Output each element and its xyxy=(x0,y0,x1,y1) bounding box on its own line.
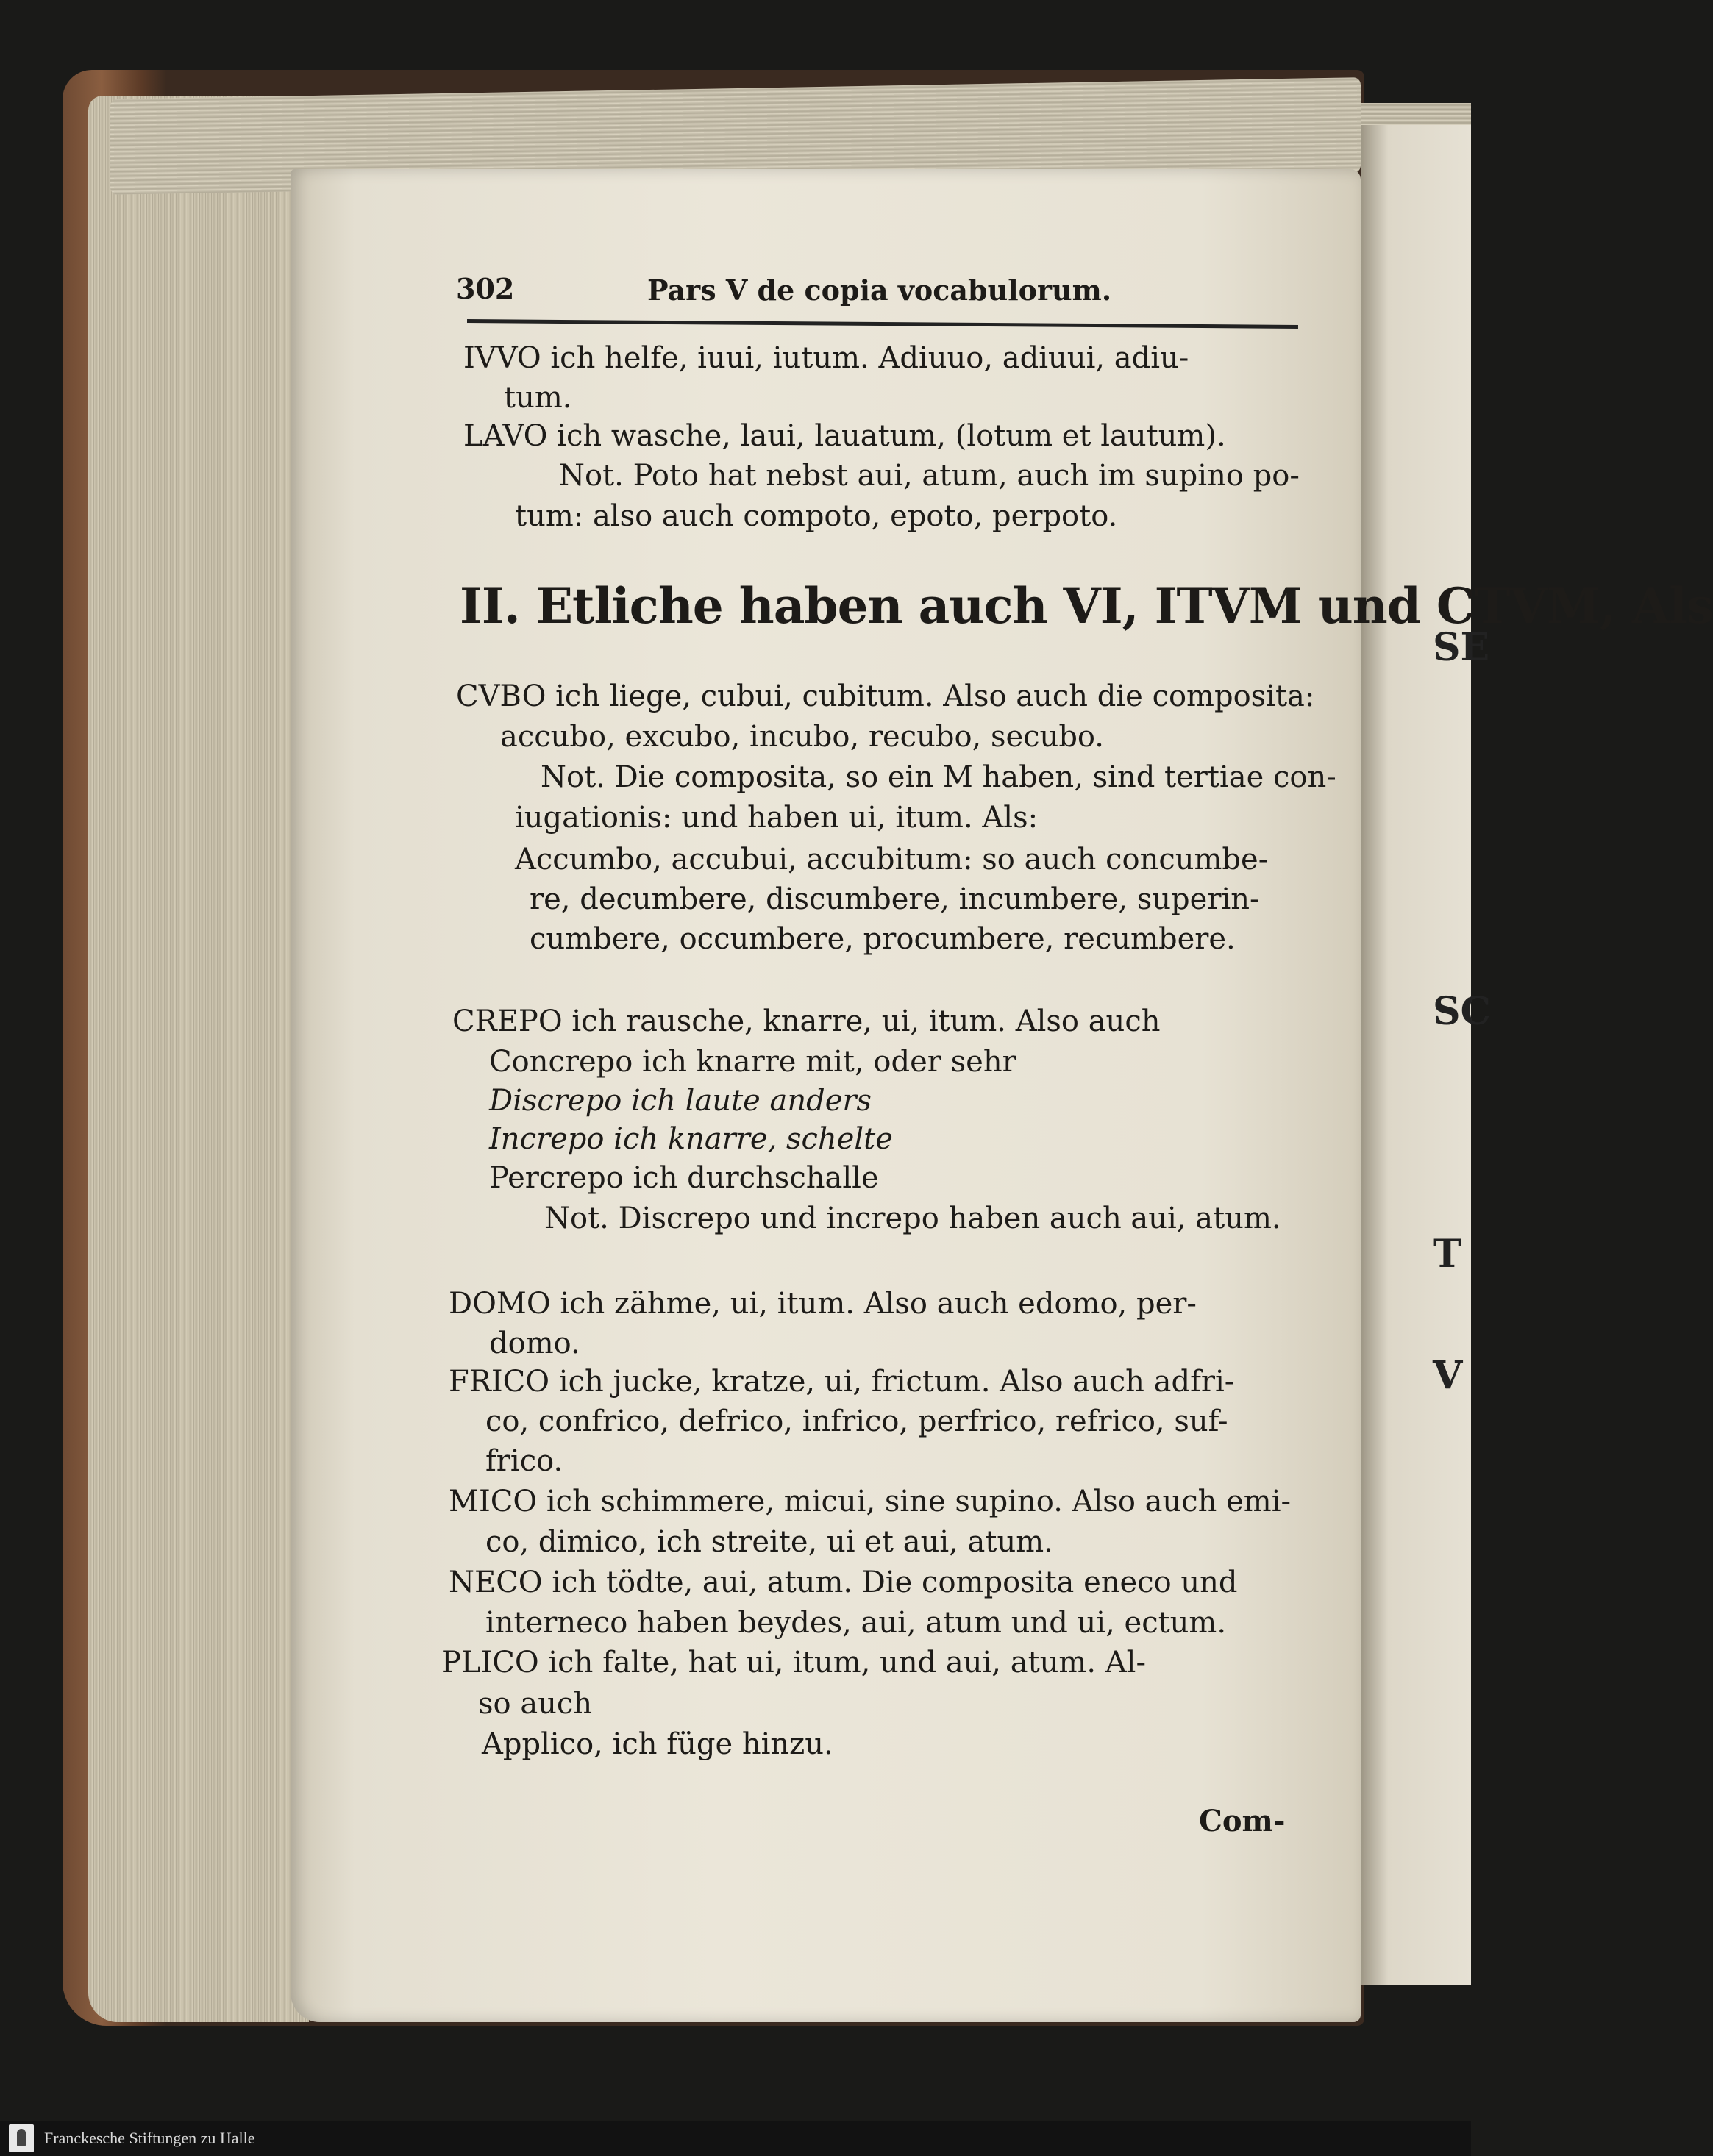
footer-caption: Franckesche Stiftungen zu Halle xyxy=(44,2129,255,2147)
text-line: LAVO ich wasche, laui, lauatum, (lotum et lautum). xyxy=(463,419,1226,453)
text-line: MICO ich schimmere, micui, sine supino. Also auch emi- xyxy=(449,1485,1292,1518)
text-line: NECO ich tödte, aui, atum. Die composita eneco und xyxy=(449,1566,1238,1599)
text-line: FRICO ich jucke, kratze, ui, frictum. Also auch adfri- xyxy=(449,1365,1235,1399)
text-line: domo. xyxy=(489,1327,580,1360)
text-line: iugationis: und haben ui, itum. Als: xyxy=(515,801,1039,835)
text-line: Accumbo, accubui, accubitum: so auch concumbe- xyxy=(515,843,1269,877)
text-line: accubo, excubo, incubo, recubo, secubo. xyxy=(500,720,1105,754)
institution-logo-icon xyxy=(9,2124,34,2152)
facing-page-fragment: SC xyxy=(1433,989,1491,1034)
text-line: so auch xyxy=(478,1687,593,1721)
text-line: CVBO ich liege, cubui, cubitum. Also auch die composita: xyxy=(456,679,1315,713)
facing-page-fragment: T xyxy=(1433,1232,1461,1277)
page-number: 302 xyxy=(456,272,515,305)
text-line: re, decumbere, discumbere, incumbere, superin- xyxy=(530,882,1260,916)
text-line: Increpo ich knarre, schelte xyxy=(489,1122,893,1156)
running-title: Pars V de copia vocabulorum. xyxy=(647,274,1112,307)
text-line: co, dimico, ich streite, ui et aui, atum. xyxy=(485,1525,1053,1559)
section-heading: II. Etliche haben auch VI, ITVM und CTVM, Als xyxy=(460,577,1713,635)
footer-bar xyxy=(0,2121,1471,2156)
facing-page-fragment: SE xyxy=(1433,625,1490,670)
text-line: Not. Die composita, so ein M haben, sind tertiae con- xyxy=(541,760,1336,794)
text-line: Not. Discrepo und increpo haben auch aui, atum. xyxy=(544,1202,1281,1235)
text-line: Applico, ich füge hinzu. xyxy=(482,1727,833,1761)
text-line: tum. xyxy=(504,381,572,415)
text-line: CREPO ich rausche, knarre, ui, itum. Also auch xyxy=(452,1004,1161,1038)
text-line: tum: also auch compoto, epoto, perpoto. xyxy=(515,499,1118,533)
facing-page xyxy=(1361,125,1471,1985)
facing-page-fragment: V xyxy=(1433,1353,1463,1398)
catchword: Com- xyxy=(1199,1804,1286,1838)
text-line: frico. xyxy=(485,1444,563,1478)
text-line: DOMO ich zähme, ui, itum. Also auch edomo, per- xyxy=(449,1287,1197,1321)
page-stack-left xyxy=(88,96,309,2022)
text-line: cumbere, occumbere, procumbere, recumbere. xyxy=(530,922,1236,956)
text-line: co, confrico, defrico, infrico, perfrico, refrico, suf- xyxy=(485,1404,1228,1438)
text-line: Not. Poto hat nebst aui, atum, auch im supino po- xyxy=(559,459,1300,493)
text-line: PLICO ich falte, hat ui, itum, und aui, atum. Al- xyxy=(441,1646,1146,1680)
text-line: interneco haben beydes, aui, atum und ui, ectum. xyxy=(485,1606,1227,1640)
text-line: Concrepo ich knarre mit, oder sehr xyxy=(489,1045,1016,1079)
text-line: IVVO ich helfe, iuui, iutum. Adiuuo, adiuui, adiu- xyxy=(463,341,1189,375)
text-line: Discrepo ich laute anders xyxy=(489,1084,872,1118)
text-line: Percrepo ich durchschalle xyxy=(489,1161,879,1195)
